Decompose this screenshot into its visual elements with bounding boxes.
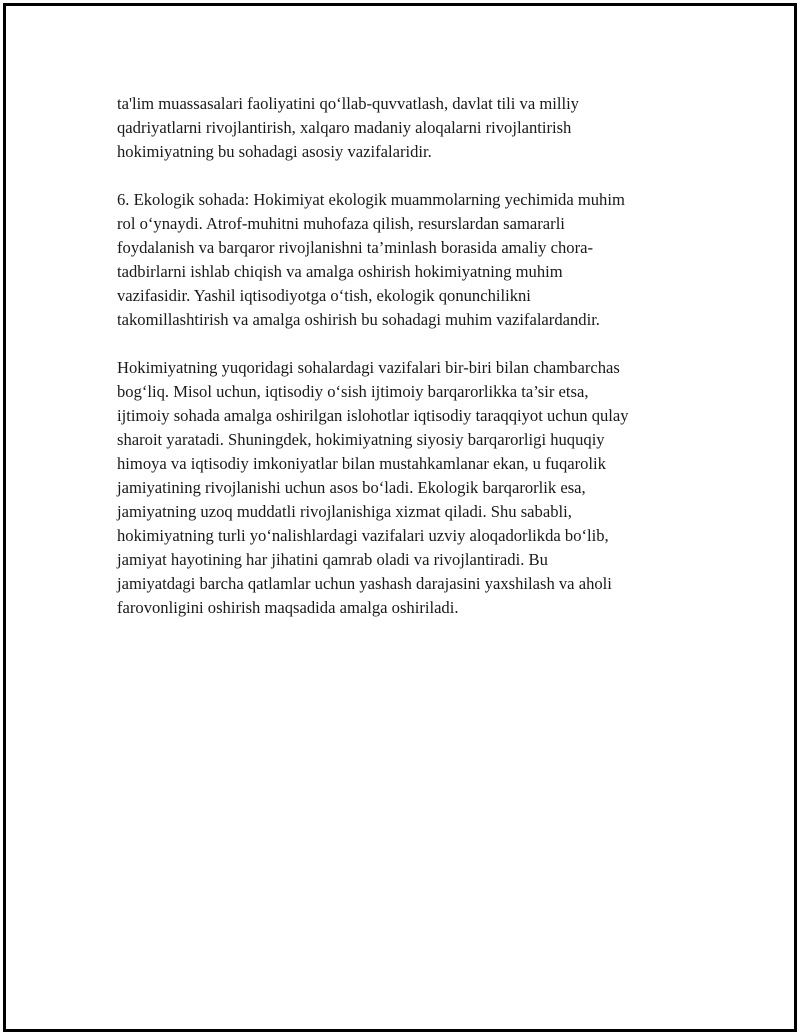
paragraph-interconnection-summary: Hokimiyatning yuqoridagi sohalardagi vazifalari bir-biri bilan chambarchas bog‘liq. Misol uchun, iqtisodiy o‘sish ijtimoiy barqarorlikka ta’sir etsa, ijtimoiy sohada amalga oshirilgan islohotlar iqtisodiy taraqqiyot uchun qulay sharoit yaratadi. Shuningdek, hokimiyatning siyosiy barqarorligi huquqiy himoya va iqtisodiy imkoniyatlar bilan mustahkamlanar ekan, u fuqarolik jamiyatining rivojlanishi uchun asos bo‘ladi. Ekologik barqarorlik esa, jamiyatning uzoq muddatli rivojlanishiga xizmat qiladi. Shu sababli, hokimiyatning turli yo‘nalishlardagi vazifalari uzviy aloqadorlikda bo‘lib, jamiyat hayotining har jihatini qamrab oladi va rivojlantiradi. Bu jamiyatdagi barcha qatlamlar uchun yashash darajasini yaxshilash va aholi farovonligini oshirish maqsadida amalga oshiriladi. <box>117 358 629 617</box>
paragraph-ecological-sphere: 6. Ekologik sohada: Hokimiyat ekologik muammolarning yechimida muhim rol o‘ynaydi. Atrof-muhitni muhofaza qilish, resurslardan samararli foydalanish va barqaror rivojlanishni ta’minlash borasida amaliy chora- tadbirlarni ishlab chiqish va amalga oshirish hokimiyatning muhim vazifasidir. Yashil iqtisodiyotga o‘tish, ekologik qonunchilikni takomillashtirish va amalga oshirish bu sohadagi muhim vazifalardandir. <box>117 190 625 329</box>
paragraph-education-continuation: ta'lim muassasalari faoliyatini qo‘llab-quvvatlash, davlat tili va milliy qadriyatlarni rivojlantirish, xalqaro madaniy aloqalarni rivojlantirish hokimiyatning bu sohadagi asosiy vazifalaridir. <box>117 94 579 161</box>
document-body <box>117 92 692 644</box>
